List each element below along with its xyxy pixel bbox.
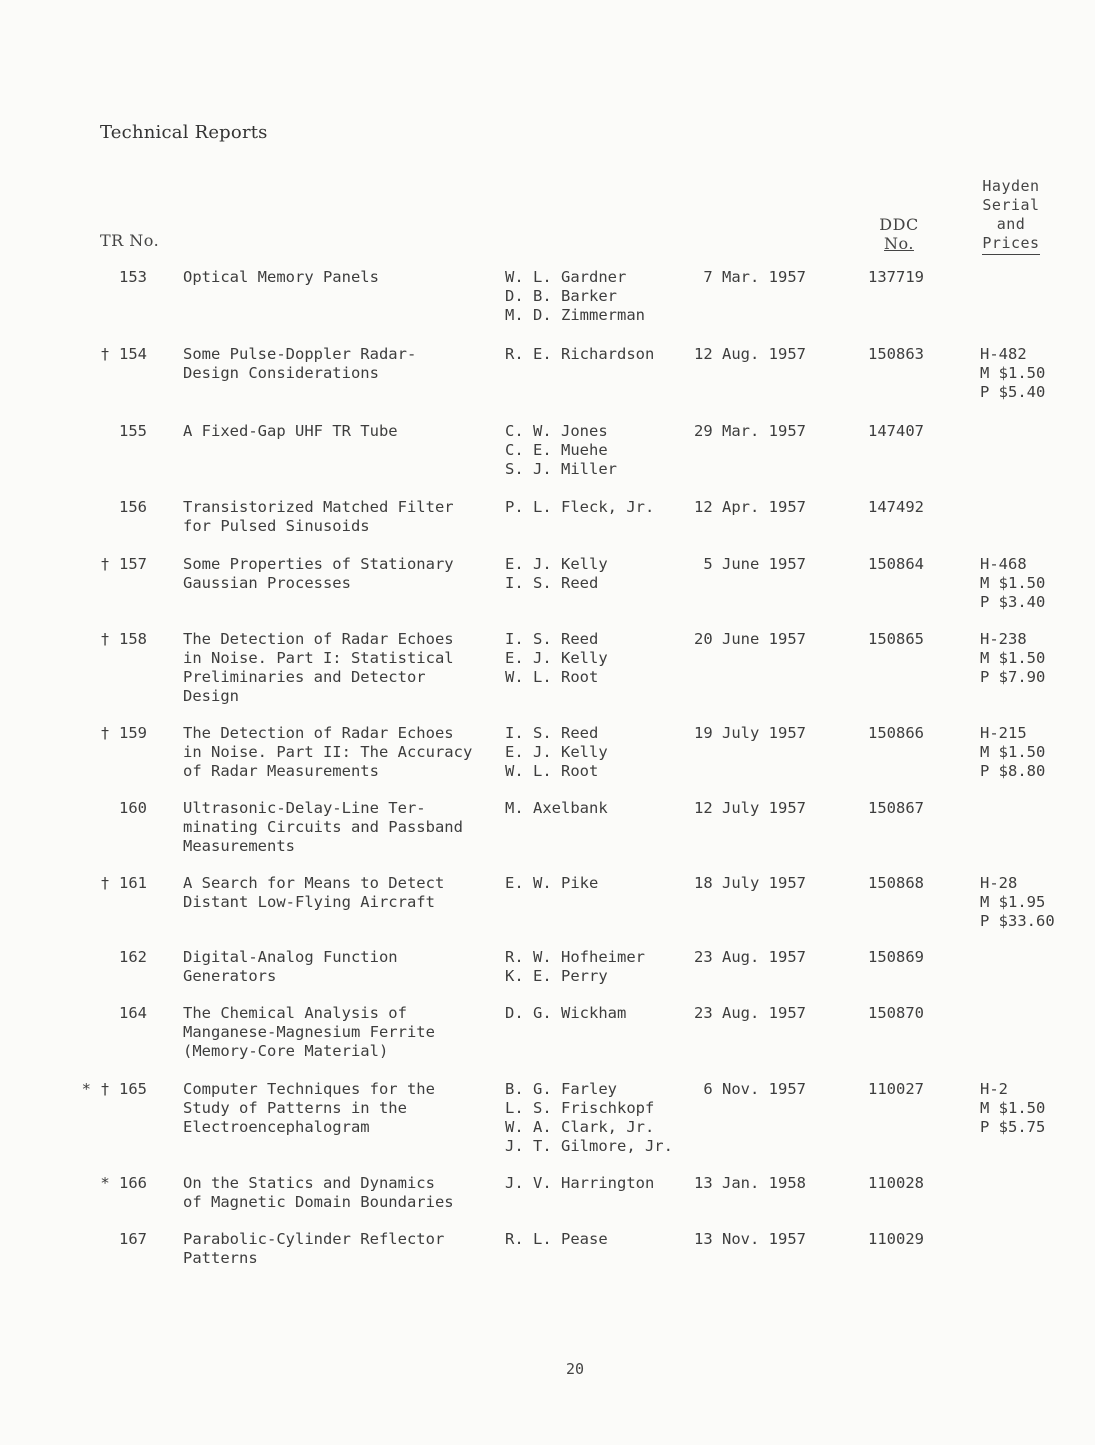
ddc-number: 150868	[868, 874, 924, 892]
report-authors: R. W. Hofheimer K. E. Perry	[505, 948, 645, 985]
report-authors: I. S. Reed E. J. Kelly W. L. Root	[505, 724, 608, 780]
report-authors: P. L. Fleck, Jr.	[505, 498, 655, 516]
report-date: 7 Mar. 1957	[703, 268, 806, 286]
report-title: The Detection of Radar Echoes in Noise. Part II: The Accuracy of Radar Measurements	[183, 724, 473, 780]
report-authors: W. L. Gardner D. B. Barker M. D. Zimmerman	[505, 268, 645, 324]
report-number: 156	[119, 498, 147, 516]
ddc-header-line2: No.	[884, 234, 914, 253]
report-title: Computer Techniques for the Study of Patterns in the Electroencephalogram	[183, 1080, 435, 1136]
report-title: Digital-Analog Function Generators	[183, 948, 398, 985]
report-title: Optical Memory Panels	[183, 268, 379, 286]
hayden-header-line2: Serial	[982, 196, 1040, 214]
ddc-number: 110027	[868, 1080, 924, 1098]
hayden-prices: H-238 M $1.50 P $7.90	[980, 630, 1046, 686]
report-date: 12 Aug. 1957	[694, 345, 806, 363]
page-heading: Technical Reports	[100, 122, 268, 143]
report-date: 12 July 1957	[694, 799, 806, 817]
report-number: * † 165	[81, 1080, 147, 1098]
report-number: 167	[119, 1230, 147, 1248]
hayden-prices: H-28 M $1.95 P $33.60	[980, 874, 1055, 930]
report-number: † 157	[100, 555, 147, 573]
report-authors: I. S. Reed E. J. Kelly W. L. Root	[505, 630, 608, 686]
column-header-tr-no: TR No.	[100, 231, 160, 250]
report-date: 6 Nov. 1957	[703, 1080, 806, 1098]
report-authors: J. V. Harrington	[505, 1174, 655, 1192]
ddc-number: 110028	[868, 1174, 924, 1192]
ddc-number: 150867	[868, 799, 924, 817]
ddc-number: 150866	[868, 724, 924, 742]
column-header-ddc	[870, 215, 928, 253]
hayden-prices: H-215 M $1.50 P $8.80	[980, 724, 1046, 780]
hayden-header-line4: Prices	[982, 234, 1039, 255]
report-date: 5 June 1957	[703, 555, 806, 573]
report-date: 29 Mar. 1957	[694, 422, 806, 440]
column-header-hayden	[978, 177, 1044, 255]
report-date: 18 July 1957	[694, 874, 806, 892]
report-date: 12 Apr. 1957	[694, 498, 806, 516]
report-authors: B. G. Farley L. S. Frischkopf W. A. Clark, Jr. J. T. Gilmore, Jr.	[505, 1080, 673, 1155]
report-title: Transistorized Matched Filter for Pulsed Sinusoids	[183, 498, 454, 535]
ddc-number: 137719	[868, 268, 924, 286]
report-date: 19 July 1957	[694, 724, 806, 742]
hayden-header-line3: and	[996, 215, 1026, 233]
report-authors: M. Axelbank	[505, 799, 608, 817]
report-number: † 159	[100, 724, 147, 742]
report-authors: D. G. Wickham	[505, 1004, 627, 1022]
ddc-number: 147492	[868, 498, 924, 516]
report-title: Ultrasonic-Delay-Line Ter- minating Circuits and Passband Measurements	[183, 799, 463, 855]
hayden-prices: H-482 M $1.50 P $5.40	[980, 345, 1046, 401]
report-authors: E. J. Kelly I. S. Reed	[505, 555, 608, 592]
report-number: * 166	[100, 1174, 147, 1192]
ddc-number: 150865	[868, 630, 924, 648]
report-authors: E. W. Pike	[505, 874, 599, 892]
report-authors: R. E. Richardson	[505, 345, 655, 363]
report-number: 155	[119, 422, 147, 440]
ddc-number: 150863	[868, 345, 924, 363]
report-title: Parabolic-Cylinder Reflector Patterns	[183, 1230, 445, 1267]
report-number: 162	[119, 948, 147, 966]
report-title: The Detection of Radar Echoes in Noise. Part I: Statistical Preliminaries and Detector Design	[183, 630, 454, 705]
ddc-number: 110029	[868, 1230, 924, 1248]
ddc-number: 150864	[868, 555, 924, 573]
report-authors: R. L. Pease	[505, 1230, 608, 1248]
hayden-prices: H-468 M $1.50 P $3.40	[980, 555, 1046, 611]
report-number: † 154	[100, 345, 147, 363]
report-authors: C. W. Jones C. E. Muehe S. J. Miller	[505, 422, 617, 478]
report-number: 164	[119, 1004, 147, 1022]
ddc-number: 147407	[868, 422, 924, 440]
hayden-prices: H-2 M $1.50 P $5.75	[980, 1080, 1046, 1136]
report-number: † 158	[100, 630, 147, 648]
report-title: The Chemical Analysis of Manganese-Magnesium Ferrite (Memory-Core Material)	[183, 1004, 435, 1060]
report-title: On the Statics and Dynamics of Magnetic Domain Boundaries	[183, 1174, 454, 1211]
report-title: Some Properties of Stationary Gaussian Processes	[183, 555, 454, 592]
report-number: 153	[119, 268, 147, 286]
ddc-number: 150870	[868, 1004, 924, 1022]
ddc-number: 150869	[868, 948, 924, 966]
ddc-header-line1: DDC	[879, 215, 919, 234]
report-title: A Search for Means to Detect Distant Low-Flying Aircraft	[183, 874, 445, 911]
report-date: 23 Aug. 1957	[694, 1004, 806, 1022]
report-title: Some Pulse-Doppler Radar- Design Considerations	[183, 345, 417, 382]
report-date: 23 Aug. 1957	[694, 948, 806, 966]
report-date: 13 Jan. 1958	[694, 1174, 806, 1192]
report-number: 160	[119, 799, 147, 817]
report-number: † 161	[100, 874, 147, 892]
hayden-header-line1: Hayden	[982, 177, 1040, 195]
report-date: 13 Nov. 1957	[694, 1230, 806, 1248]
report-title: A Fixed-Gap UHF TR Tube	[183, 422, 398, 440]
page-number: 20	[565, 1360, 585, 1378]
report-date: 20 June 1957	[694, 630, 806, 648]
